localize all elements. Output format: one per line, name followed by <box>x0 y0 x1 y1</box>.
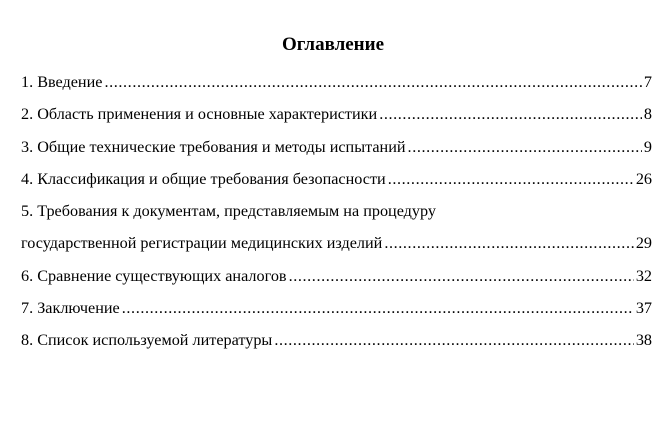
toc-entry-label: 8. Список используемой литературы <box>21 331 273 350</box>
toc-entry-label: государственной регистрации медицинских изделий <box>21 234 383 253</box>
toc-entry-label: 3. Общие технические требования и методы испытаний <box>21 137 406 156</box>
dot-leader <box>104 66 641 98</box>
toc-entry-page-number: 9 <box>643 137 652 156</box>
table-of-contents <box>21 66 652 357</box>
toc-entry-label: 2. Область применения и основные характеристики <box>21 105 378 124</box>
dot-leader <box>388 163 634 195</box>
toc-entry-introduction[interactable] <box>21 66 652 98</box>
toc-entry-page-number: 7 <box>643 73 652 91</box>
dot-leader <box>122 292 634 324</box>
toc-entry-references[interactable] <box>21 324 652 356</box>
toc-entry-page-number: 8 <box>643 105 652 124</box>
dot-leader <box>289 260 634 292</box>
toc-entry-safety-classification[interactable] <box>21 163 652 195</box>
toc-entry-page-number: 29 <box>635 234 652 253</box>
toc-entry-page-number: 26 <box>635 169 652 188</box>
dot-leader <box>274 324 634 356</box>
toc-entry-scope[interactable] <box>21 98 652 130</box>
toc-entry-page-number: 38 <box>635 331 652 350</box>
page-title: Оглавление <box>281 34 385 55</box>
toc-entry-page-number: 37 <box>635 299 652 318</box>
toc-entry-conclusion[interactable] <box>21 292 652 324</box>
toc-entry-label-line1: 5. Требования к документам, представляемым на процедуру <box>21 202 436 221</box>
dot-leader <box>384 227 634 259</box>
toc-entry-label: 6. Сравнение существующих аналогов <box>21 266 287 285</box>
toc-entry-registration-documents[interactable] <box>21 195 652 260</box>
toc-entry-label: 1. Введение <box>21 73 103 91</box>
toc-entry-label: 7. Заключение <box>21 299 120 318</box>
dot-leader <box>408 131 642 163</box>
toc-entry-page-number: 32 <box>635 266 652 285</box>
toc-entry-label: 4. Классификация и общие требования безопасности <box>21 169 386 188</box>
toc-entry-analogs-comparison[interactable] <box>21 260 652 292</box>
toc-entry-technical-requirements[interactable] <box>21 131 652 163</box>
dot-leader <box>379 98 642 130</box>
